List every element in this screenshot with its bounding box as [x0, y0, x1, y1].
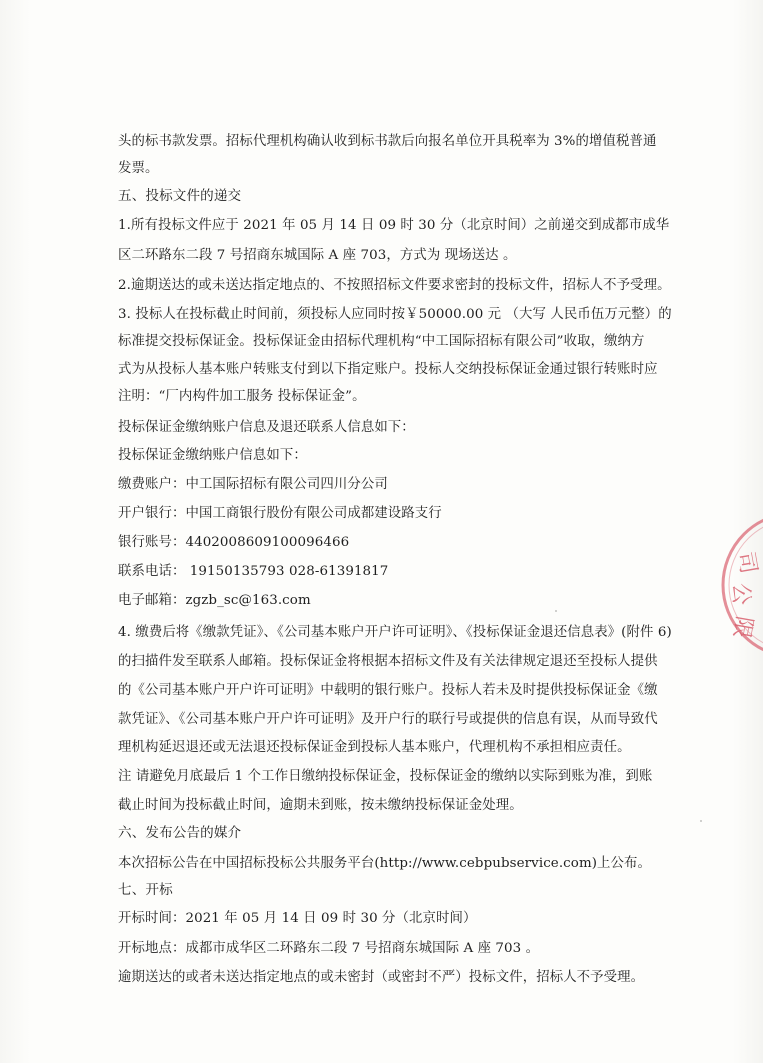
paragraph-line: 理机构延迟退还或无法退还投标保证金到投标人基本账户，代理机构不承担相应责任。	[118, 740, 631, 755]
paragraph-line: 投标保证金缴纳账户信息如下：	[118, 448, 307, 463]
note-line: 截止时间为投标截止时间，逾期未到账，按未缴纳投标保证金处理。	[118, 798, 523, 813]
bank-name-line: 开户银行：中国工商银行股份有限公司成都建设路支行	[118, 506, 442, 521]
section-heading: 七、开标	[118, 882, 173, 898]
section-heading: 五、投标文件的递交	[118, 188, 242, 204]
svg-text:司: 司	[732, 549, 761, 576]
paragraph-line: 发票。	[118, 161, 159, 176]
svg-text:限: 限	[728, 614, 757, 641]
account-number-line: 银行账号：4402008609100096466	[118, 535, 350, 550]
paragraph-line: 投标保证金缴纳账户信息及退还联系人信息如下：	[118, 420, 415, 435]
paragraph-line: 标准提交投标保证金。投标保证金由招标代理机构“中工国际招标有限公司”收取，缴纳方	[118, 334, 645, 349]
account-name-line: 缴费账户：中工国际招标有限公司四川分公司	[118, 477, 388, 492]
paragraph-line: 头的标书款发票。招标代理机构确认收到标书款后向报名单位开具税率为 3%的增值税普通	[118, 134, 657, 149]
opening-place-line: 开标地点：成都市成华区二环路东二段 7 号招商东城国际 A 座 703 。	[118, 941, 540, 956]
paragraph-line: 逾期送达的或者未送达指定地点的或未密封（或密封不严）投标文件，招标人不予受理。	[118, 970, 645, 985]
paragraph-line: 的《公司基本账户开户许可证明》中载明的银行账户。投标人若未及时提供投标保证金《缴	[118, 683, 658, 698]
phone-line: 联系电话： 19150135793 028-61391817	[118, 564, 389, 579]
company-seal-stamp	[700, 505, 763, 665]
section-heading: 六、发布公告的媒介	[118, 825, 242, 841]
paragraph-line: 2.逾期送达的或未送达指定地点的、不按照招标文件要求密封的投标文件，招标人不予受理。	[118, 278, 671, 293]
scan-speck	[555, 610, 557, 612]
paragraph-line: 3. 投标人在投标截止时间前，须投标人应同时按￥50000.00 元 （大写 人民币伍万元整）的	[118, 307, 672, 322]
email-line: 电子邮箱：zgzb_sc@163.com	[118, 593, 311, 608]
opening-time-line: 开标时间：2021 年 05 月 14 日 09 时 30 分（北京时间）	[118, 911, 477, 926]
paragraph-line: 本次招标公告在中国招标投标公共服务平台(http://www.cebpubservice.com)上公布。	[118, 856, 652, 871]
scan-speck	[700, 820, 702, 822]
paragraph-line: 注明：“厂内构件加工服务 投标保证金”。	[118, 389, 366, 404]
paragraph-line: 的扫描件发至联系人邮箱。投标保证金将根据本招标文件及有关法律规定退还至投标人提供	[118, 654, 658, 669]
paragraph-line: 式为从投标人基本账户转账支付到以下指定账户。投标人交纳投标保证金通过银行转账时应	[118, 362, 658, 377]
paragraph-line: 1.所有投标文件应于 2021 年 05 月 14 日 09 时 30 分（北京时间）之前递交到成都市成华	[118, 218, 670, 233]
paragraph-line: 款凭证》、《公司基本账户开户许可证明》及开户行的联行号或提供的信息有误，从而导致代	[118, 712, 658, 727]
paragraph-line: 区二环路东二段 7 号招商东城国际 A 座 703，方式为 现场送达 。	[118, 248, 517, 263]
note-line: 注 请避免月底最后 1 个工作日缴纳投标保证金，投标保证金的缴纳以实际到账为准，到账	[118, 769, 653, 784]
paragraph-line: 4. 缴费后将《缴款凭证》、《公司基本账户开户许可证明》、《投标保证金退还信息表》(附件 6)	[118, 625, 672, 640]
svg-text:公: 公	[728, 583, 753, 606]
